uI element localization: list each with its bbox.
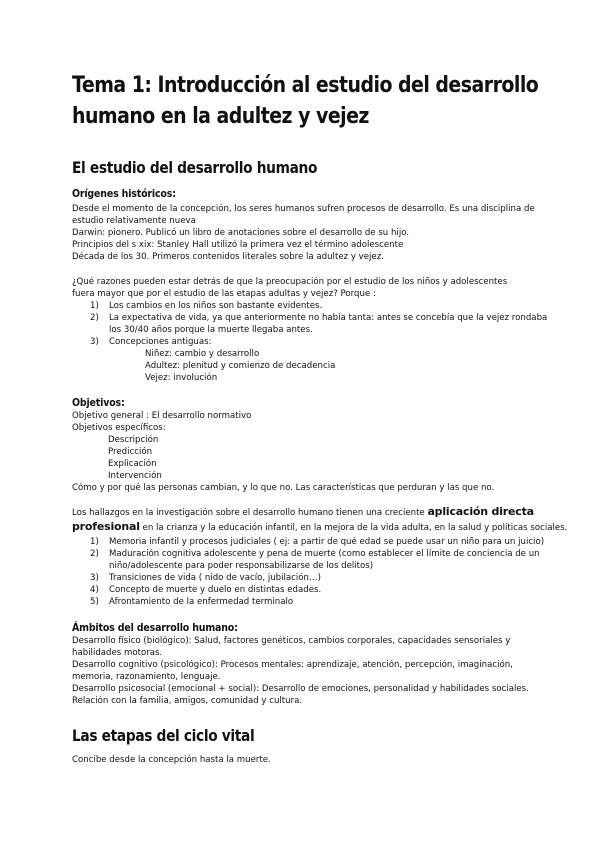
objetivo-item: Explicación <box>108 459 157 469</box>
sub-list-item: Adultez: plenitud y comienzo de decadencia <box>145 361 336 371</box>
list-number: 1) <box>90 537 99 547</box>
list-item: Concepto de muerte y duelo en distintas edades. <box>109 585 322 595</box>
list-number: 4) <box>90 585 99 595</box>
objetivos-especificos: Objetivos específicos: <box>72 423 166 433</box>
paragraph-line: Desarrollo psicosocial (emocional + social): Desarrollo de emociones, personalidad y habilidades sociales. <box>72 684 529 694</box>
subheading-origenes: Orígenes históricos: <box>72 187 176 200</box>
list-number: 2) <box>90 549 99 559</box>
objetivo-item: Intervención <box>108 471 162 481</box>
hallazgos-bold: profesional <box>72 520 140 533</box>
title-line-2: humano en la adultez y vejez <box>72 104 369 129</box>
list-item: Maduración cognitiva adolescente y pena de muerte (como establecer el límite de conciencia de un <box>109 549 540 559</box>
list-number: 2) <box>90 313 99 323</box>
list-number: 3) <box>90 337 99 347</box>
hallazgos-text: Los hallazgos en la investigación sobre el desarrollo humano tienen una creciente <box>72 508 428 518</box>
paragraph-line: Concibe desde la concepción hasta la muerte. <box>72 755 271 765</box>
title-line-1: Tema 1: Introducción al estudio del desarrollo <box>72 73 539 98</box>
hallazgos-bold: aplicación directa <box>427 505 534 518</box>
list-item: La expectativa de vida, ya que anteriormente no había tanta: antes se concebía que la vejez rondaba <box>109 313 548 323</box>
objetivo-general: Objetivo general : El desarrollo normativo <box>72 411 252 421</box>
list-item-continuation: niño/adolescente para poder responsabilizarse de los delitos) <box>109 561 374 571</box>
list-number: 3) <box>90 573 99 583</box>
section-heading-etapas: Las etapas del ciclo vital <box>72 726 255 745</box>
objetivos-summary: Cómo y por qué las personas cambian, y lo que no. Las características que perduran y las que no. <box>72 483 495 493</box>
paragraph-line: memoria, razonamiento, lenguaje. <box>72 672 221 682</box>
list-item: Memoria infantil y procesos judiciales ( ej: a partir de qué edad se puede usar un niño para un juicio) <box>109 537 545 547</box>
subheading-objetivos: Objetivos: <box>72 396 125 409</box>
paragraph-line: Desde el momento de la concepción, los seres humanos sufren procesos de desarrollo. Es una disciplina de <box>72 204 535 214</box>
paragraph-line: Desarrollo cognitivo (psicológico): Procesos mentales: aprendizaje, atención, percepción, imaginación, <box>72 660 513 670</box>
question-line: ¿Qué razones pueden estar detrás de que la preocupación por el estudio de los niños y adolescentes <box>72 277 508 287</box>
subheading-ambitos: Ámbitos del desarrollo humano: <box>72 621 238 634</box>
hallazgos-line-2 <box>72 521 567 534</box>
paragraph-line: habilidades motoras. <box>72 648 163 658</box>
sub-list-item: Vejez: involución <box>145 373 218 383</box>
list-number: 1) <box>90 301 99 311</box>
paragraph-line: estudio relativamente nueva <box>72 216 196 226</box>
list-number: 5) <box>90 597 99 607</box>
paragraph-line: Desarrollo físico (biológico): Salud, factores genéticos, cambios corporales, capacidades sensoriales y <box>72 636 511 646</box>
document-title <box>72 70 554 132</box>
objetivo-item: Predicción <box>108 447 153 457</box>
list-item: Los cambios en los niños son bastante evidentes. <box>109 301 323 311</box>
list-item: Afrontamiento de la enfermedad terminalo <box>109 597 294 607</box>
hallazgos-text: en la crianza y la educación infantil, en la mejora de la vida adulta, en la salud y políticas sociales. <box>139 523 568 533</box>
objetivo-item: Descripción <box>108 435 159 445</box>
paragraph-line: Relación con la familia, amigos, comunidad y cultura. <box>72 696 303 706</box>
list-item: Transiciones de vida ( nido de vacío, jubilación…) <box>109 573 321 583</box>
question-line: fuera mayor que por el estudio de las etapas adultas y vejez? Porque : <box>72 289 376 299</box>
paragraph-line: Década de los 30. Primeros contenidos literales sobre la adultez y vejez. <box>72 252 384 262</box>
section-heading-estudio: El estudio del desarrollo humano <box>72 158 318 177</box>
list-item: Concepciones antiguas: <box>109 337 212 347</box>
hallazgos-line-1 <box>72 506 534 519</box>
list-item-continuation: los 30/40 años porque la muerte llegaba antes. <box>109 325 313 335</box>
sub-list-item: Niñez: cambio y desarrollo <box>145 349 260 359</box>
paragraph-line: Principios del s xix: Stanley Hall utilizó la primera vez el término adolescente <box>72 240 404 250</box>
paragraph-line: Darwin: pionero. Publicó un libro de anotaciones sobre el desarrollo de su hijo. <box>72 228 410 238</box>
